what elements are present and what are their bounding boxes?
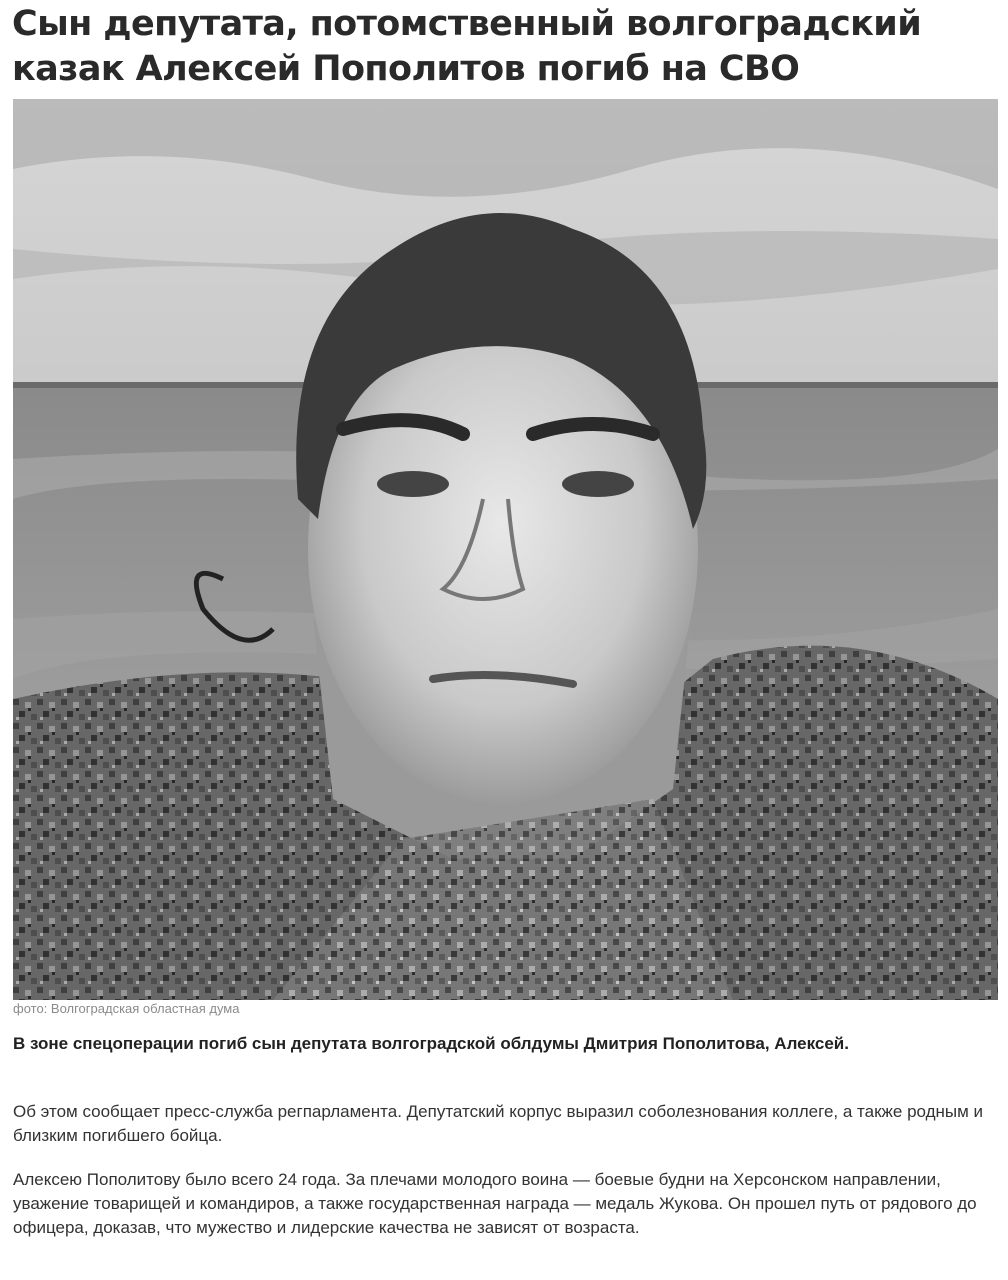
article-paragraph: Алексею Пополитову было всего 24 года. За плечами молодого воина — боевые будни на Херсонском направлении, уважение товарищей и командиров, а также государственная награда — медаль Жукова. Он прошел путь от рядового до офицера, доказав, что мужество и лидерские качества не зависят от возраста. — [13, 1170, 977, 1237]
article-photo — [13, 99, 998, 1000]
article-paragraph: Об этом сообщает пресс-служба регпарламента. Депутатский корпус выразил соболезнования коллеге, а также родным и близким погибшего бойца. — [13, 1102, 984, 1145]
article-lead: В зоне спецоперации погиб сын депутата волгоградской облдумы Дмитрия Пополитова, Алексей. — [13, 1034, 849, 1053]
photo-caption: фото: Волгоградская областная дума — [13, 1001, 240, 1016]
article-title: Сын депутата, потомственный волгоградский казак Алексей Пополитов погиб на СВО — [12, 4, 922, 89]
